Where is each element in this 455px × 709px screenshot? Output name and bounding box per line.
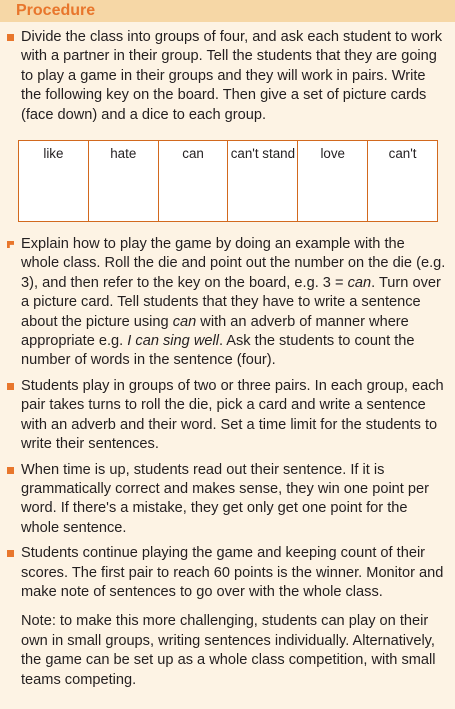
bullet-square-icon [7, 34, 14, 41]
key-cell-2: hate [88, 141, 158, 222]
step-1-text: Divide the class into groups of four, and ask each student to work with a partner in their group. Tell the students that they are going to play a game in their groups and they will work in pairs. Write the following key on the board. Then give a set of picture cards (face down) and a dice to each group. [21, 29, 443, 123]
step-2-example-italic: I can sing well [127, 333, 219, 350]
procedure-content [21, 28, 446, 690]
key-cell-5: love [298, 141, 368, 222]
procedure-step-4 [21, 461, 446, 539]
procedure-step-3 [21, 377, 446, 455]
step-4-text: When time is up, students read out their sentence. If it is grammatically correct and makes sense, they win one point per word. If there's a mistake, they get only get one point for the whole sentence. [21, 461, 430, 536]
key-cell-3: can [158, 141, 228, 222]
step-2-part-3: with an adverb of manner where appropriate e.g. [21, 313, 409, 350]
step-2-can-italic-2: can [172, 313, 197, 330]
procedure-step-1 [21, 28, 446, 125]
bullet-flag-icon [7, 241, 14, 248]
procedure-note: Note: to make this more challenging, students can play on their own in small groups, writing sentences individually. Alternatively, the game can be set up as a whole class competition, with small teams competing. [21, 613, 436, 688]
step-2-can-italic-1: can [347, 274, 372, 291]
step-2-part-1: Explain how to play the game by doing an example with the whole class. Roll the die and point out the number on the die (e.g. 3), and then refer to the key on the board, e.g. 3 = [21, 236, 446, 291]
procedure-step-5 [21, 544, 446, 602]
key-table [18, 140, 438, 222]
key-table-row [19, 141, 438, 222]
key-cell-1: like [19, 141, 89, 222]
bullet-square-icon [7, 383, 14, 390]
step-5-text: Students continue playing the game and keeping count of their scores. The first pair to reach 60 points is the winner. Monitor and make note of sentences to go over with the whole class. [21, 545, 444, 600]
step-3-text: Students play in groups of two or three pairs. In each group, each pair takes turns to roll the die, pick a card and write a sentence with an adverb and their word. Set a time limit for the students to write their sentences. [21, 377, 444, 453]
key-cell-4: can't stand [228, 141, 298, 222]
bullet-square-icon [7, 467, 14, 474]
step-2-part-2: . Turn over a picture card. Tell students that they have to write a sentence about the picture using [21, 274, 441, 330]
bullet-square-icon [7, 550, 14, 557]
key-cell-6: can't [368, 141, 438, 222]
section-header [0, 0, 455, 22]
section-title: Procedure [16, 2, 96, 19]
step-2-part-4: . Ask the students to count the number of words in the sentence (four). [21, 333, 415, 369]
procedure-step-2 [21, 235, 446, 371]
